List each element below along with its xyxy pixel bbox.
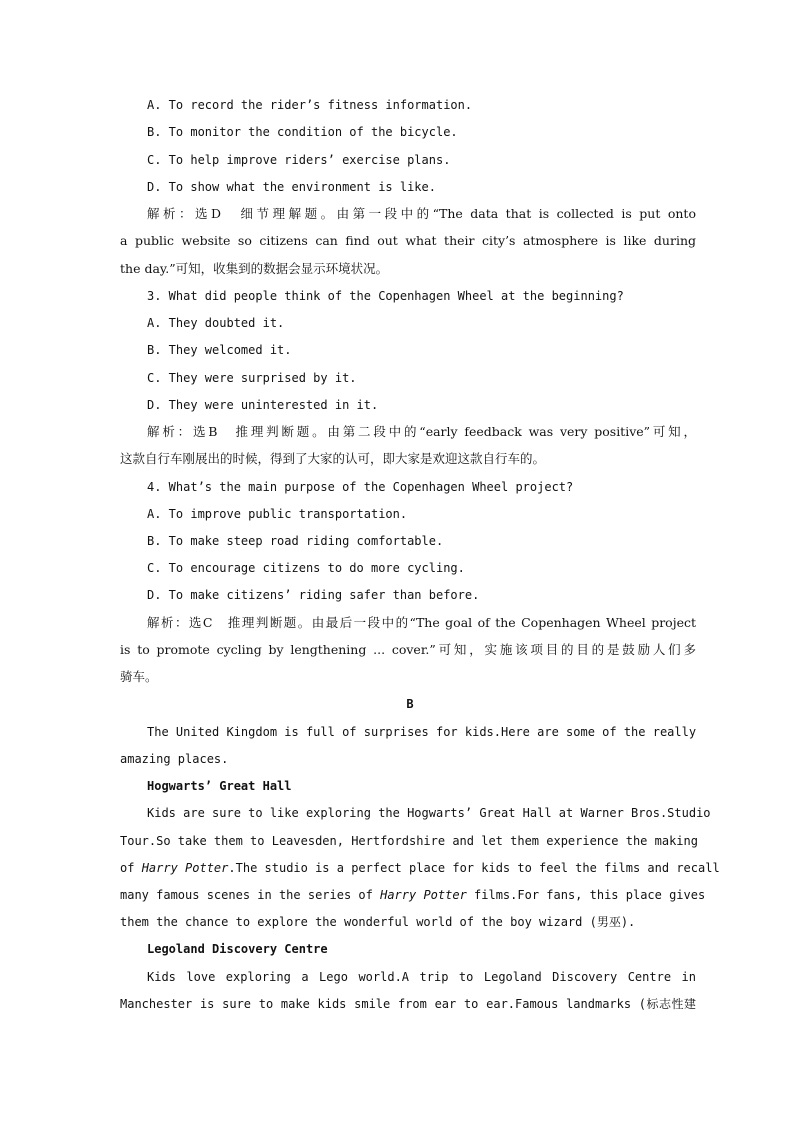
section-heading: B: [406, 697, 414, 711]
q4-question: 4. What’s the main purpose of the Copenhagen Wheel project?: [147, 480, 574, 494]
q3-option-a: A. They doubted it.: [147, 316, 285, 330]
q4-option-d: D. To make citizens’ riding safer than before.: [147, 588, 480, 602]
hogwarts-line-2: Tour.So take them to Leavesden, Hertfordshire and let them experience the making: [120, 834, 698, 848]
q2-option-c: C. To help improve riders’ exercise plans.: [147, 153, 451, 167]
q2-analysis-line-1: 解析：选D 细节理解题。由第一段中的“The data that is collected is put onto: [147, 206, 696, 221]
legoland-line-2: Manchester is sure to make kids smile from ear to ear.Famous landmarks (标志性建: [120, 997, 696, 1011]
legoland-line-1: Kids love exploring a Lego world.A trip to Legoland Discovery Centre in: [147, 970, 696, 984]
q4-analysis-line-2: is to promote cycling by lengthening ... cover.”可知，实施该项目的目的是鼓励人们多: [120, 642, 696, 657]
hogwarts-line-3-pre: of: [120, 861, 142, 875]
q4-option-a: A. To improve public transportation.: [147, 507, 408, 521]
q3-option-b: B. They welcomed it.: [147, 343, 292, 357]
subheading-legoland: Legoland Discovery Centre: [147, 942, 328, 956]
hogwarts-line-3-post: .The studio is a perfect place for kids to feel the films and recall: [228, 861, 720, 875]
q4-option-b: B. To make steep road riding comfortable.: [147, 534, 444, 548]
hogwarts-line-1: Kids are sure to like exploring the Hogwarts’ Great Hall at Warner Bros.Studio: [147, 806, 711, 820]
q3-analysis-line-1: 解析：选B 推理判断题。由第二段中的“early feedback was very positive”可知，: [147, 424, 696, 439]
q4-analysis-line-3: 骑车。: [120, 669, 158, 684]
q2-option-a: A. To record the rider’s fitness information.: [147, 98, 473, 112]
hogwarts-line-4: [120, 887, 706, 903]
film-title: Harry Potter: [141, 861, 229, 875]
intro-line-2: amazing places.: [120, 752, 229, 766]
film-title: Harry Potter: [380, 888, 467, 902]
hogwarts-line-3: [120, 860, 720, 876]
q3-option-d: D. They were uninterested in it.: [147, 398, 379, 412]
q2-option-b: B. To monitor the condition of the bicycle.: [147, 125, 458, 139]
q2-analysis-line-3: the day.”可知，收集到的数据会显示环境状况。: [120, 261, 389, 276]
q2-analysis-line-2: a public website so citizens can find out what their city’s atmosphere is like during: [120, 233, 696, 248]
hogwarts-line-4-post: films.For fans, this place gives: [466, 888, 706, 902]
hogwarts-line-4-pre: many famous scenes in the series of: [120, 888, 381, 902]
intro-line-1: The United Kingdom is full of surprises for kids.Here are some of the really: [147, 725, 697, 739]
q4-option-c: C. To encourage citizens to do more cycling.: [147, 561, 465, 575]
hogwarts-line-5: them the chance to explore the wonderful world of the boy wizard (男巫).: [120, 915, 636, 929]
q3-option-c: C. They were surprised by it.: [147, 371, 357, 385]
q2-option-d: D. To show what the environment is like.: [147, 180, 436, 194]
q4-analysis-line-1: 解析：选C 推理判断题。由最后一段中的“The goal of the Copenhagen Wheel project: [147, 615, 696, 630]
q3-question: 3. What did people think of the Copenhagen Wheel at the beginning?: [147, 289, 624, 303]
subheading-hogwarts: Hogwarts’ Great Hall: [147, 779, 292, 793]
q3-analysis-line-2: 这款自行车刚展出的时候，得到了大家的认可，即大家是欢迎这款自行车的。: [120, 451, 546, 466]
